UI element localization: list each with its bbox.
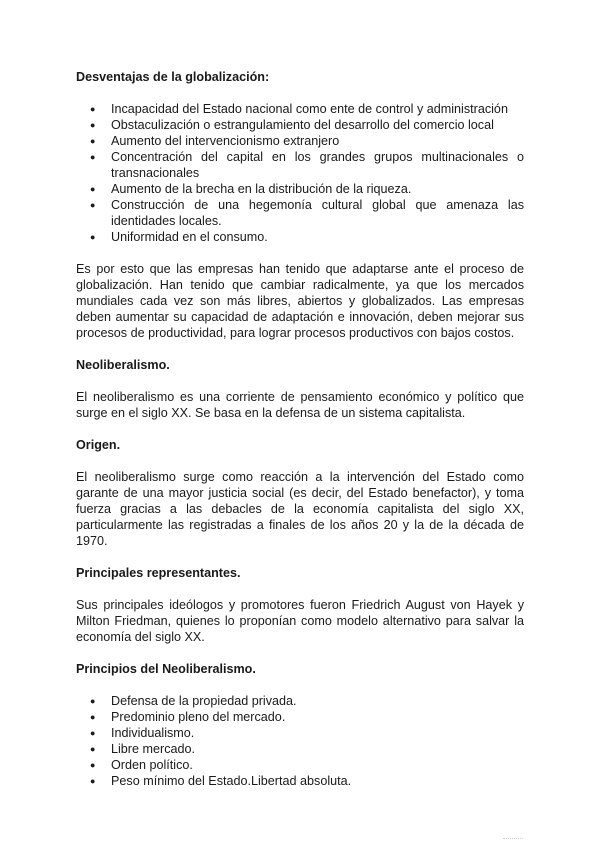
list-item: ● Peso mínimo del Estado.Libertad absoluta. <box>76 773 524 789</box>
list-item: ● Predominio pleno del mercado. <box>76 709 524 725</box>
list-item: ● Construcción de una hegemonía cultural global que amenaza las identidades locales. <box>76 197 524 229</box>
list-item: ● Aumento de la brecha en la distribución de la riqueza. <box>76 181 524 197</box>
list-desventajas <box>76 101 524 245</box>
footer-mark <box>503 838 523 842</box>
list-item: ● Orden político. <box>76 757 524 773</box>
list-item: ● Individualismo. <box>76 725 524 741</box>
list-item: ● Incapacidad del Estado nacional como ente de control y administración <box>76 101 524 117</box>
list-item: ● Obstaculización o estrangulamiento del desarrollo del comercio local <box>76 117 524 133</box>
paragraph-neoliberalismo: El neoliberalismo es una corriente de pensamiento económico y político que surge en el siglo XX. Se basa en la defensa de un sistema capitalista. <box>76 390 524 420</box>
document-body <box>76 69 524 789</box>
heading-neoliberalismo: Neoliberalismo. <box>76 358 170 372</box>
paragraph-origen: El neoliberalismo surge como reacción a la intervención del Estado como garante de una mayor justicia social (es decir, del Estado benefactor), y toma fuerza gracias a las debacles de la economía capitalista del siglo XX, particularmente las registradas a finales de los años 20 y la de la década de 1970. <box>76 470 524 548</box>
list-item: ● Defensa de la propiedad privada. <box>76 693 524 709</box>
list-item: ● Concentración del capital en los grandes grupos multinacionales o transnacionales <box>76 149 524 181</box>
heading-origen: Origen. <box>76 438 121 452</box>
list-item: ● Uniformidad en el consumo. <box>76 229 524 245</box>
heading-desventajas: Desventajas de la globalización: <box>76 70 270 84</box>
heading-representantes: Principales representantes. <box>76 566 241 580</box>
paragraph-empresas: Es por esto que las empresas han tenido que adaptarse ante el proceso de globalización. Han tenido que cambiar radicalmente, ya que los mercados mundiales cada vez son más libres, abiertos y globalizados. Las empresas deben aumentar su capacidad de adaptación e innovación, deben mejorar sus procesos de productividad, para lograr procesos productivos con bajos costos. <box>76 262 524 340</box>
paragraph-representantes: Sus principales ideólogos y promotores fueron Friedrich August von Hayek y Milton Friedman, quienes lo proponían como modelo alternativo para salvar la economía del siglo XX. <box>76 598 524 644</box>
list-item: ● Libre mercado. <box>76 741 524 757</box>
heading-principios: Principios del Neoliberalismo. <box>76 662 256 676</box>
list-principios <box>76 693 524 789</box>
list-item: ● Aumento del intervencionismo extranjero <box>76 133 524 149</box>
